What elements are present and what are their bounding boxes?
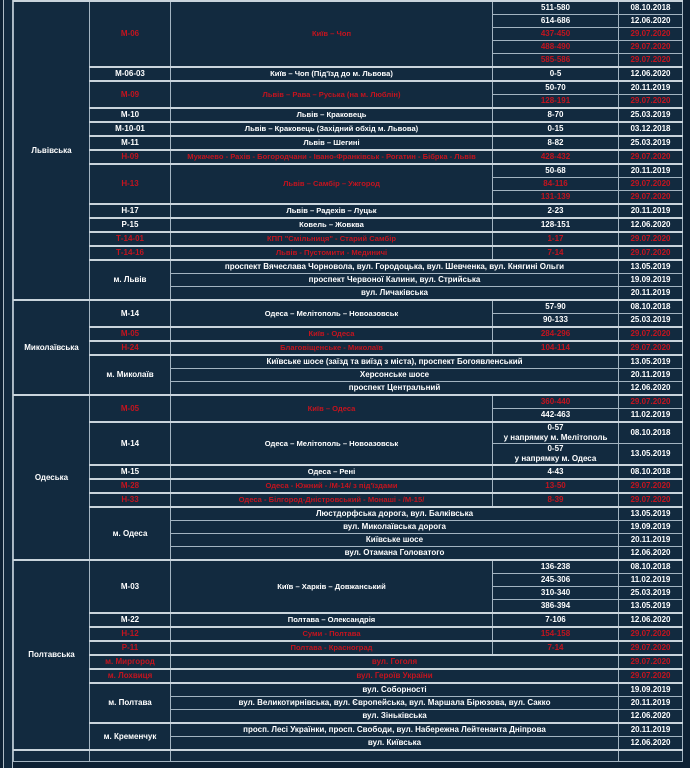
route-cell: Львів – Рава – Руська (на м. Люблін): [171, 81, 493, 108]
table-row: [14, 669, 683, 683]
km-range-cell: 428-432: [493, 150, 619, 164]
km-range-cell: 511-580: [493, 1, 619, 15]
route-cell: Полтава - Красноград: [171, 641, 493, 655]
km-range-cell: 437-450: [493, 28, 619, 41]
date-cell: 29.07.2020: [619, 232, 683, 246]
table-row: [14, 122, 683, 136]
road-code-cell: М-06-03: [90, 67, 171, 81]
street-cell: проспект Центральний: [171, 382, 619, 396]
road-code-cell: м. Лохвиця: [90, 669, 171, 683]
date-cell: 29.07.2020: [619, 178, 683, 191]
road-code-cell: М-14: [90, 422, 171, 465]
street-cell: вул. Личаківська: [171, 287, 619, 301]
table-row: [14, 232, 683, 246]
date-cell: 12.06.2020: [619, 67, 683, 81]
road-code-cell: М-09: [90, 81, 171, 108]
km-range-cell: 104-114: [493, 341, 619, 355]
km-range-cell: 131-139: [493, 191, 619, 205]
date-cell: 08.10.2018: [619, 422, 683, 444]
road-code-cell: М-03: [90, 560, 171, 613]
road-code-cell: М-28: [90, 479, 171, 493]
route-cell: Одеса - Южний - /М-14/ з під'їздами: [171, 479, 493, 493]
route-cell: Львів – Шегині: [171, 136, 493, 150]
road-code-cell: М-22: [90, 613, 171, 627]
road-code-cell: М-05: [90, 395, 171, 422]
date-cell: 20.11.2019: [619, 534, 683, 547]
date-cell: 29.07.2020: [619, 395, 683, 409]
street-cell: Київське шосе: [171, 534, 619, 547]
km-range-cell: 8-70: [493, 108, 619, 122]
street-cell: Херсонське шосе: [171, 369, 619, 382]
route-cell: Київ – Одеса: [171, 395, 493, 422]
table-row: [14, 655, 683, 669]
street-cell: просп. Лесі Українки, просп. Свободи, вул. Набережна Лейтенанта Дніпрова: [171, 723, 619, 737]
road-code-cell: Н-09: [90, 150, 171, 164]
table-row: [14, 355, 683, 369]
road-code-cell: Н-12: [90, 627, 171, 641]
road-code-cell: Т-14-16: [90, 246, 171, 260]
km-range-cell: 13-50: [493, 479, 619, 493]
road-code-cell: М-15: [90, 465, 171, 479]
date-cell: 20.11.2019: [619, 369, 683, 382]
road-code-cell: м. Одеса: [90, 507, 171, 560]
km-range-cell: 8-82: [493, 136, 619, 150]
date-cell: 20.11.2019: [619, 697, 683, 710]
km-range-line2: у напрямку м. Мелітополь: [503, 433, 608, 442]
route-cell: Благовіщенське - Миколаїв: [171, 341, 493, 355]
km-range-line1: 0-57: [547, 423, 564, 432]
km-range-cell: 84-116: [493, 178, 619, 191]
road-code-cell: м. Миколаїв: [90, 355, 171, 395]
km-range-cell: 442-463: [493, 409, 619, 423]
street-cell: вул. Гоголя: [171, 655, 619, 669]
street-cell: вул. Великотирнівська, вул. Європейська, вул. Маршала Бірюзова, вул. Сакко: [171, 697, 619, 710]
date-cell: 12.06.2020: [619, 382, 683, 396]
table-row: [14, 507, 683, 521]
street-cell: [171, 750, 619, 762]
date-cell: 20.11.2019: [619, 204, 683, 218]
date-cell: 29.07.2020: [619, 493, 683, 507]
street-cell: вул. Київська: [171, 737, 619, 751]
date-cell: 08.10.2018: [619, 560, 683, 574]
road-code-cell: м. Кременчук: [90, 723, 171, 750]
km-range-line1: 0-57: [547, 444, 564, 453]
date-cell: 13.05.2019: [619, 444, 683, 466]
table-row: [14, 300, 683, 314]
km-range-cell: 50-68: [493, 164, 619, 178]
date-cell: 20.11.2019: [619, 723, 683, 737]
km-range-cell: 386-394: [493, 600, 619, 614]
road-code-cell: Н-24: [90, 341, 171, 355]
date-cell: 25.03.2019: [619, 136, 683, 150]
street-cell: вул. Героїв України: [171, 669, 619, 683]
date-cell: 12.06.2020: [619, 613, 683, 627]
region-cell: Одеська: [14, 395, 90, 560]
date-cell: 08.10.2018: [619, 300, 683, 314]
km-range-line2: у напрямку м. Одеса: [514, 454, 597, 463]
table-body: [14, 1, 683, 762]
road-code-cell: Р-15: [90, 218, 171, 232]
km-range-cell: 136-238: [493, 560, 619, 574]
date-cell: 11.02.2019: [619, 409, 683, 423]
table-row: [14, 422, 683, 444]
km-range-cell: 0-5: [493, 67, 619, 81]
route-cell: Одеса – Мелітополь – Новоазовськ: [171, 422, 493, 465]
table-row: [14, 627, 683, 641]
table-row: [14, 1, 683, 15]
date-cell: 29.07.2020: [619, 246, 683, 260]
km-range-cell: 0-15: [493, 122, 619, 136]
date-cell: 13.05.2019: [619, 355, 683, 369]
route-cell: Суми - Полтава: [171, 627, 493, 641]
table-row: [14, 81, 683, 95]
km-range-cell: 7-14: [493, 641, 619, 655]
street-cell: проспект Червоної Калини, вул. Стрийська: [171, 274, 619, 287]
date-cell: 29.07.2020: [619, 341, 683, 355]
region-cell: [14, 750, 90, 762]
table-left-margin-column: [3, 0, 13, 768]
table-row: [14, 395, 683, 409]
date-cell: 03.12.2018: [619, 122, 683, 136]
table-row: [14, 493, 683, 507]
km-range-cell: 90-133: [493, 314, 619, 328]
date-cell: 19.09.2019: [619, 274, 683, 287]
table-row: [14, 641, 683, 655]
km-range-cell: 4-43: [493, 465, 619, 479]
date-cell: 13.05.2019: [619, 507, 683, 521]
route-cell: Мукачево - Рахів - Богородчани - Івано-Франківськ - Рогатин - Бібрка - Львів: [171, 150, 493, 164]
road-code-cell: м. Полтава: [90, 683, 171, 723]
date-cell: 29.07.2020: [619, 28, 683, 41]
km-range-cell: 128-151: [493, 218, 619, 232]
table-row: [14, 218, 683, 232]
table-row: [14, 465, 683, 479]
route-cell: Ковель – Жовква: [171, 218, 493, 232]
date-cell: 11.02.2019: [619, 574, 683, 587]
route-cell: Львів – Самбір – Ужгород: [171, 164, 493, 204]
road-code-cell: М-06: [90, 1, 171, 67]
date-cell: 12.06.2020: [619, 737, 683, 751]
km-range-cell: 614-686: [493, 15, 619, 28]
street-cell: вул. Зіньківська: [171, 710, 619, 724]
km-range-cell: 7-14: [493, 246, 619, 260]
date-cell: 29.07.2020: [619, 479, 683, 493]
date-cell: 25.03.2019: [619, 587, 683, 600]
km-range-cell: 488-490: [493, 41, 619, 54]
km-range-cell: 585-586: [493, 54, 619, 68]
km-range-cell: 360-440: [493, 395, 619, 409]
route-cell: Львів – Краковець (Західний обхід м. Львова): [171, 122, 493, 136]
date-cell: 29.07.2020: [619, 627, 683, 641]
region-cell: Полтавська: [14, 560, 90, 750]
date-cell: 29.07.2020: [619, 54, 683, 68]
region-cell: Львівська: [14, 1, 90, 300]
km-range-cell: 50-70: [493, 81, 619, 95]
street-cell: вул. Соборності: [171, 683, 619, 697]
date-cell: 13.05.2019: [619, 260, 683, 274]
table-row: [14, 479, 683, 493]
table-row: [14, 246, 683, 260]
table-row: [14, 150, 683, 164]
road-code-cell: М-10-01: [90, 122, 171, 136]
date-cell: 20.11.2019: [619, 81, 683, 95]
km-range-cell: 154-158: [493, 627, 619, 641]
date-cell: 29.07.2020: [619, 655, 683, 669]
route-cell: Львів – Краковець: [171, 108, 493, 122]
road-code-cell: Т-14-01: [90, 232, 171, 246]
table-row: [14, 327, 683, 341]
km-range-cell: [493, 444, 619, 466]
road-code-cell: М-05: [90, 327, 171, 341]
km-range-cell: 8-39: [493, 493, 619, 507]
km-range-cell: 310-340: [493, 587, 619, 600]
route-cell: Одеса – Мелітополь – Новоазовськ: [171, 300, 493, 327]
date-cell: 29.07.2020: [619, 641, 683, 655]
km-range-cell: [493, 422, 619, 444]
date-cell: 19.09.2019: [619, 683, 683, 697]
date-cell: 29.07.2020: [619, 191, 683, 205]
date-cell: 12.06.2020: [619, 710, 683, 724]
road-code-cell: м. Львів: [90, 260, 171, 300]
km-range-cell: 7-106: [493, 613, 619, 627]
date-cell: 25.03.2019: [619, 108, 683, 122]
date-cell: 20.11.2019: [619, 164, 683, 178]
table-row: [14, 136, 683, 150]
road-repairs-table: [13, 0, 683, 762]
street-cell: проспект Вячеслава Чорновола, вул. Городоцька, вул. Шевченка, вул. Княгині Ольги: [171, 260, 619, 274]
km-range-cell: 284-296: [493, 327, 619, 341]
km-range-cell: 245-306: [493, 574, 619, 587]
road-code-cell: М-11: [90, 136, 171, 150]
road-code-cell: М-14: [90, 300, 171, 327]
date-cell: 29.07.2020: [619, 41, 683, 54]
table-row: [14, 260, 683, 274]
table-row: [14, 108, 683, 122]
road-code-cell: Н-33: [90, 493, 171, 507]
route-cell: Київ – Чоп (Під'їзд до м. Львова): [171, 67, 493, 81]
route-cell: Київ - Одеса: [171, 327, 493, 341]
date-cell: 19.09.2019: [619, 521, 683, 534]
date-cell: 12.06.2020: [619, 15, 683, 28]
route-cell: Одеса - Білгород-Дністровський - Монаші - /М-15/: [171, 493, 493, 507]
route-cell: Полтава – Олександрія: [171, 613, 493, 627]
table-row: [14, 560, 683, 574]
route-cell: Львів – Радехів – Луцьк: [171, 204, 493, 218]
date-cell: 29.07.2020: [619, 95, 683, 109]
route-cell: Львів - Пустомити - Мединичі: [171, 246, 493, 260]
km-range-cell: 128-191: [493, 95, 619, 109]
road-code-cell: Н-17: [90, 204, 171, 218]
table-row: [14, 164, 683, 178]
road-code-cell: М-10: [90, 108, 171, 122]
date-cell: 12.06.2020: [619, 218, 683, 232]
km-range-cell: 57-90: [493, 300, 619, 314]
road-code-cell: м. Миргород: [90, 655, 171, 669]
table-row: [14, 341, 683, 355]
street-cell: Київське шосе (заїзд та виїзд з міста), проспект Богоявленський: [171, 355, 619, 369]
street-cell: вул. Миколаївська дорога: [171, 521, 619, 534]
road-code-cell: Р-11: [90, 641, 171, 655]
date-cell: 13.05.2019: [619, 600, 683, 614]
km-range-cell: 1-17: [493, 232, 619, 246]
road-code-cell: Н-13: [90, 164, 171, 204]
table-row: [14, 204, 683, 218]
table-row: [14, 67, 683, 81]
date-cell: 25.03.2019: [619, 314, 683, 328]
date-cell: 12.06.2020: [619, 547, 683, 561]
route-cell: Одеса – Рені: [171, 465, 493, 479]
road-code-cell: [90, 750, 171, 762]
date-cell: 29.07.2020: [619, 327, 683, 341]
route-cell: Київ – Чоп: [171, 1, 493, 67]
route-cell: Київ – Харків – Довжанський: [171, 560, 493, 613]
table-row: [14, 613, 683, 627]
date-cell: 08.10.2018: [619, 465, 683, 479]
km-range-cell: 2-23: [493, 204, 619, 218]
date-cell: [619, 750, 683, 762]
region-cell: Миколаївська: [14, 300, 90, 395]
street-cell: вул. Отамана Головатого: [171, 547, 619, 561]
table-row: [14, 750, 683, 762]
date-cell: 29.07.2020: [619, 150, 683, 164]
table-row: [14, 723, 683, 737]
street-cell: Люстдорфська дорога, вул. Балківська: [171, 507, 619, 521]
route-cell: КПП "Смільниця" - Старий Самбір: [171, 232, 493, 246]
date-cell: 29.07.2020: [619, 669, 683, 683]
table-row: [14, 683, 683, 697]
date-cell: 08.10.2018: [619, 1, 683, 15]
date-cell: 20.11.2019: [619, 287, 683, 301]
